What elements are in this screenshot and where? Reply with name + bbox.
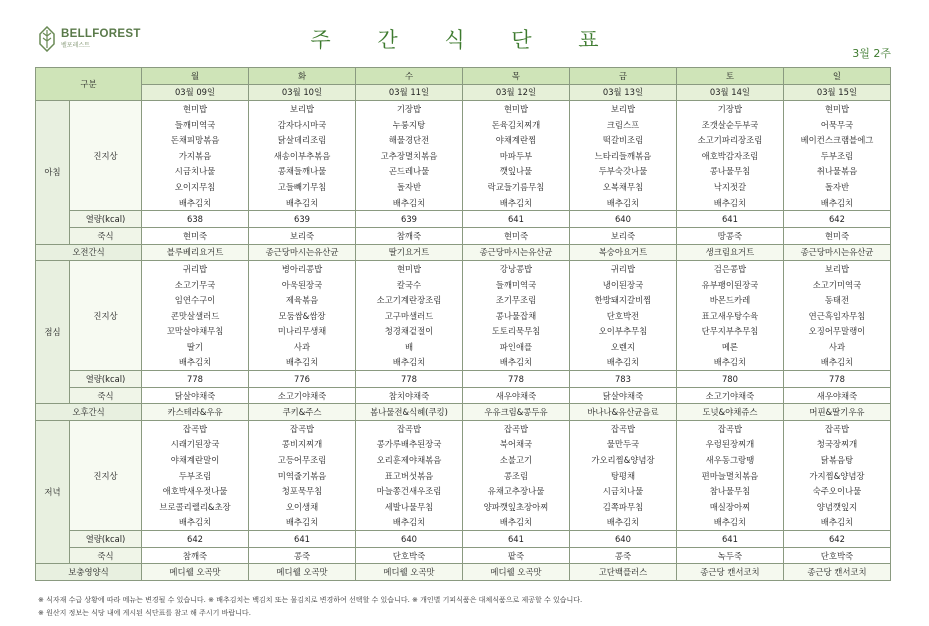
porridge-cell: 보리죽 bbox=[569, 227, 676, 244]
day-header: 화 bbox=[249, 68, 356, 85]
dish-cell: 오리훈제야채볶음 bbox=[356, 452, 463, 468]
table-row bbox=[36, 148, 891, 164]
dish-cell: 유부팽이된장국 bbox=[676, 277, 783, 293]
dish-cell: 야채계란찜 bbox=[462, 132, 569, 148]
week-label: 3월 2주 bbox=[852, 47, 891, 60]
kcal-cell: 780 bbox=[676, 371, 783, 388]
dish-cell: 기장밥 bbox=[676, 101, 783, 117]
date-cell: 03월 14일 bbox=[676, 84, 783, 101]
porridge-cell: 현미죽 bbox=[783, 227, 890, 244]
dish-cell: 청포묵무침 bbox=[249, 483, 356, 499]
dish-cell: 현미밥 bbox=[783, 101, 890, 117]
weekly-menu-table bbox=[35, 67, 891, 581]
kcal-cell: 641 bbox=[462, 211, 569, 228]
porridge-cell: 현미죽 bbox=[462, 227, 569, 244]
dish-cell: 두부숙갓나물 bbox=[569, 164, 676, 180]
dish-cell: 애호박새우젓나물 bbox=[142, 483, 249, 499]
dish-cell: 새송이부추볶음 bbox=[249, 148, 356, 164]
dish-cell: 배추김치 bbox=[462, 195, 569, 211]
header-row bbox=[36, 68, 891, 85]
meal-label: 저녁 bbox=[36, 421, 70, 564]
dish-cell: 귀리밥 bbox=[569, 261, 676, 277]
dish-cell: 시금치나물 bbox=[569, 483, 676, 499]
dish-cell: 베이컨스크램블에그 bbox=[783, 132, 890, 148]
table-row bbox=[36, 437, 891, 453]
dish-cell: 감자다시마국 bbox=[249, 117, 356, 133]
dish-cell: 사과 bbox=[783, 339, 890, 355]
dish-cell: 배추김치 bbox=[142, 515, 249, 531]
table-row bbox=[36, 277, 891, 293]
dish-cell: 시래기된장국 bbox=[142, 437, 249, 453]
dish-cell: 돈육김치찌개 bbox=[462, 117, 569, 133]
dish-cell: 배추김치 bbox=[356, 195, 463, 211]
date-cell: 03월 11일 bbox=[356, 84, 463, 101]
dish-cell: 우렁된장찌개 bbox=[676, 437, 783, 453]
dish-cell: 단호박전 bbox=[569, 308, 676, 324]
porridge-cell: 새우야채죽 bbox=[783, 387, 890, 404]
main-course-label: 진지상 bbox=[70, 261, 142, 371]
dish-cell: 가오리찜&양념장 bbox=[569, 452, 676, 468]
pm-snack-cell: 쿠키&주스 bbox=[249, 404, 356, 421]
table-row bbox=[36, 292, 891, 308]
porridge-cell: 콩죽 bbox=[569, 547, 676, 564]
kcal-row bbox=[36, 371, 891, 388]
dish-cell: 소고기파리장조림 bbox=[676, 132, 783, 148]
dish-cell: 북어채국 bbox=[462, 437, 569, 453]
kcal-row bbox=[36, 211, 891, 228]
table-row bbox=[36, 195, 891, 211]
pm-snack-label: 오후간식 bbox=[36, 404, 142, 421]
dish-cell: 콩나물잡채 bbox=[462, 308, 569, 324]
kcal-cell: 641 bbox=[676, 211, 783, 228]
day-header: 월 bbox=[142, 68, 249, 85]
dish-cell: 한방돼지갈비찜 bbox=[569, 292, 676, 308]
dish-cell: 깻잎나물 bbox=[462, 164, 569, 180]
dish-cell: 야채계란말이 bbox=[142, 452, 249, 468]
day-header: 토 bbox=[676, 68, 783, 85]
porridge-cell: 단호박죽 bbox=[783, 547, 890, 564]
dish-cell: 배 bbox=[356, 339, 463, 355]
dish-cell: 김쪽파무침 bbox=[569, 499, 676, 515]
kcal-cell: 776 bbox=[249, 371, 356, 388]
am-snack-cell: 종근당마시는유산균 bbox=[462, 244, 569, 261]
dish-cell: 콩가루배추된장국 bbox=[356, 437, 463, 453]
dish-cell: 소고기계란장조림 bbox=[356, 292, 463, 308]
am-snack-cell: 종근당마시는유산균 bbox=[249, 244, 356, 261]
dish-cell: 브로콜리렐리&초장 bbox=[142, 499, 249, 515]
supplement-cell: 종근당 캔서코치 bbox=[676, 564, 783, 581]
dish-cell: 마늘쫑건새우조림 bbox=[356, 483, 463, 499]
dish-cell: 보리밥 bbox=[569, 101, 676, 117]
brand-name: BELLFOREST bbox=[61, 28, 141, 41]
dish-cell: 가지찜&양념장 bbox=[783, 468, 890, 484]
dish-cell: 해물경단전 bbox=[356, 132, 463, 148]
porridge-cell: 보리죽 bbox=[249, 227, 356, 244]
dish-cell: 잡곡밥 bbox=[462, 421, 569, 437]
dish-cell: 표고버섯볶음 bbox=[356, 468, 463, 484]
dish-cell: 청국장찌개 bbox=[783, 437, 890, 453]
dish-cell: 소고기미역국 bbox=[783, 277, 890, 293]
table-row bbox=[36, 355, 891, 371]
supplement-label: 보충영양식 bbox=[36, 564, 142, 581]
kcal-cell: 642 bbox=[783, 211, 890, 228]
dish-cell: 조갯살순두부국 bbox=[676, 117, 783, 133]
porridge-cell: 땅콩죽 bbox=[676, 227, 783, 244]
porridge-cell: 참깨죽 bbox=[142, 547, 249, 564]
supplement-cell: 종근당 캔서코치 bbox=[783, 564, 890, 581]
dish-cell: 제육볶음 bbox=[249, 292, 356, 308]
porridge-cell: 소고기야채죽 bbox=[676, 387, 783, 404]
dish-cell: 배추김치 bbox=[249, 515, 356, 531]
dish-cell: 배추김치 bbox=[569, 515, 676, 531]
dish-cell: 낙지젓갈 bbox=[676, 179, 783, 195]
dish-cell: 떡갈비조림 bbox=[569, 132, 676, 148]
dish-cell: 사과 bbox=[249, 339, 356, 355]
dish-cell: 느타리들깨볶음 bbox=[569, 148, 676, 164]
kcal-label: 열량(kcal) bbox=[70, 211, 142, 228]
table-row bbox=[36, 117, 891, 133]
dish-cell: 크림스프 bbox=[569, 117, 676, 133]
dish-cell: 세발나물무침 bbox=[356, 499, 463, 515]
supplement-cell: 메디웰 오곡맛 bbox=[142, 564, 249, 581]
dish-cell: 잡곡밥 bbox=[249, 421, 356, 437]
dish-cell: 탕평채 bbox=[569, 468, 676, 484]
page-title: 주 간 식 단 표 bbox=[310, 28, 619, 52]
meal-label: 점심 bbox=[36, 261, 70, 404]
dish-cell: 돌자반 bbox=[356, 179, 463, 195]
dish-cell: 락교들기름무침 bbox=[462, 179, 569, 195]
table-row bbox=[36, 515, 891, 531]
dish-cell: 배추김치 bbox=[783, 515, 890, 531]
dish-cell: 새우동그랑땡 bbox=[676, 452, 783, 468]
pm-snack-cell: 도넛&야채쥬스 bbox=[676, 404, 783, 421]
dish-cell: 표고새우탕수육 bbox=[676, 308, 783, 324]
dish-cell: 오이지무침 bbox=[142, 179, 249, 195]
dish-cell: 동태전 bbox=[783, 292, 890, 308]
day-header: 수 bbox=[356, 68, 463, 85]
dish-cell: 청경채겉절이 bbox=[356, 324, 463, 340]
table-row bbox=[36, 339, 891, 355]
kcal-row bbox=[36, 531, 891, 548]
kcal-label: 열량(kcal) bbox=[70, 531, 142, 548]
dish-cell: 유채고추장나물 bbox=[462, 483, 569, 499]
pm-snack-cell: 우유크림&콩두유 bbox=[462, 404, 569, 421]
pm-snack-cell: 카스테라&우유 bbox=[142, 404, 249, 421]
kcal-cell: 639 bbox=[356, 211, 463, 228]
porridge-cell: 팥죽 bbox=[462, 547, 569, 564]
dish-cell: 곤드레나물 bbox=[356, 164, 463, 180]
date-row bbox=[36, 84, 891, 101]
dish-cell: 고구마샐러드 bbox=[356, 308, 463, 324]
supplement-cell: 메디웰 오곡맛 bbox=[356, 564, 463, 581]
dish-cell: 물만두국 bbox=[569, 437, 676, 453]
date-cell: 03월 12일 bbox=[462, 84, 569, 101]
dish-cell: 현미밥 bbox=[462, 101, 569, 117]
dish-cell: 매실장아찌 bbox=[676, 499, 783, 515]
footnotes bbox=[38, 594, 582, 620]
dish-cell: 어묵무국 bbox=[783, 117, 890, 133]
dish-cell: 고추장멸치볶음 bbox=[356, 148, 463, 164]
pm-snack-cell: 봄나물전&식혜(쿠킹) bbox=[356, 404, 463, 421]
kcal-cell: 783 bbox=[569, 371, 676, 388]
supplement bbox=[36, 564, 891, 581]
dish-cell: 콩비지찌개 bbox=[249, 437, 356, 453]
main-course-label: 진지상 bbox=[70, 421, 142, 531]
am-snack-cell: 복숭아요거트 bbox=[569, 244, 676, 261]
dish-cell: 돈채피망볶음 bbox=[142, 132, 249, 148]
kcal-cell: 640 bbox=[569, 531, 676, 548]
am-snack-cell: 생크림요거트 bbox=[676, 244, 783, 261]
date-cell: 03월 09일 bbox=[142, 84, 249, 101]
porridge-cell: 녹두죽 bbox=[676, 547, 783, 564]
table-row bbox=[36, 179, 891, 195]
dish-cell: 누룽지탕 bbox=[356, 117, 463, 133]
dish-cell: 콩조림 bbox=[462, 468, 569, 484]
dish-cell: 배추김치 bbox=[783, 195, 890, 211]
date-cell: 03월 10일 bbox=[249, 84, 356, 101]
am-snack-label: 오전간식 bbox=[36, 244, 142, 261]
kcal-cell: 778 bbox=[142, 371, 249, 388]
porridge-row bbox=[36, 387, 891, 404]
dish-cell: 임연수구이 bbox=[142, 292, 249, 308]
dish-cell: 배추김치 bbox=[462, 515, 569, 531]
dish-cell: 배추김치 bbox=[676, 195, 783, 211]
kcal-cell: 642 bbox=[783, 531, 890, 548]
dish-cell: 닭살데리조림 bbox=[249, 132, 356, 148]
table-row bbox=[36, 499, 891, 515]
kcal-cell: 638 bbox=[142, 211, 249, 228]
table-row bbox=[36, 324, 891, 340]
kcal-cell: 639 bbox=[249, 211, 356, 228]
dish-cell: 귀리밥 bbox=[142, 261, 249, 277]
dish-cell: 배추김치 bbox=[356, 515, 463, 531]
dish-cell: 마파두부 bbox=[462, 148, 569, 164]
dish-cell: 바몬드카레 bbox=[676, 292, 783, 308]
dish-cell: 미나리무생채 bbox=[249, 324, 356, 340]
table-row bbox=[36, 468, 891, 484]
dish-cell: 병아리콩밥 bbox=[249, 261, 356, 277]
pm-snack bbox=[36, 404, 891, 421]
porridge-label: 죽식 bbox=[70, 547, 142, 564]
porridge-cell: 소고기야채죽 bbox=[249, 387, 356, 404]
table-row bbox=[36, 421, 891, 437]
dish-cell: 잡곡밥 bbox=[356, 421, 463, 437]
dish-cell: 참나물무침 bbox=[676, 483, 783, 499]
dish-cell: 배추김치 bbox=[676, 515, 783, 531]
dish-cell: 아욱된장국 bbox=[249, 277, 356, 293]
dish-cell: 소고기무국 bbox=[142, 277, 249, 293]
kcal-cell: 641 bbox=[249, 531, 356, 548]
supplement-cell: 고단백플러스 bbox=[569, 564, 676, 581]
day-header: 일 bbox=[783, 68, 890, 85]
kcal-cell: 778 bbox=[356, 371, 463, 388]
table-row bbox=[36, 132, 891, 148]
meal-label: 아침 bbox=[36, 101, 70, 244]
dish-cell: 도토리묵무침 bbox=[462, 324, 569, 340]
category-header: 구분 bbox=[36, 68, 142, 101]
porridge-cell: 새우야채죽 bbox=[462, 387, 569, 404]
porridge-cell: 닭살야채죽 bbox=[142, 387, 249, 404]
kcal-cell: 640 bbox=[356, 531, 463, 548]
dish-cell: 들깨미역국 bbox=[462, 277, 569, 293]
dish-cell: 숙주오이나물 bbox=[783, 483, 890, 499]
porridge-label: 죽식 bbox=[70, 387, 142, 404]
am-snack-cell: 블루베리요거트 bbox=[142, 244, 249, 261]
dish-cell: 배추김치 bbox=[249, 195, 356, 211]
dish-cell: 잡곡밥 bbox=[676, 421, 783, 437]
porridge-cell: 참치야채죽 bbox=[356, 387, 463, 404]
dish-cell: 검은콩밥 bbox=[676, 261, 783, 277]
date-cell: 03월 15일 bbox=[783, 84, 890, 101]
kcal-cell: 641 bbox=[462, 531, 569, 548]
footnote-line: ※ 식자재 수급 상황에 따라 메뉴는 변경될 수 있습니다. ※ 배추김치는 백김치 또는 물김치로 변경하여 선택할 수 있습니다. ※ 개인별 기피식품은 대체식품으로 제공할 수 있습니다. bbox=[38, 596, 583, 604]
dish-cell: 미역줄기볶음 bbox=[249, 468, 356, 484]
dish-cell: 메론 bbox=[676, 339, 783, 355]
main-course-label: 진지상 bbox=[70, 101, 142, 211]
dish-cell: 기장밥 bbox=[356, 101, 463, 117]
dish-cell: 편마늘멸치볶음 bbox=[676, 468, 783, 484]
dish-cell: 잡곡밥 bbox=[569, 421, 676, 437]
dish-cell: 꼬막살야채무침 bbox=[142, 324, 249, 340]
dish-cell: 배추김치 bbox=[462, 355, 569, 371]
brand-sub: 벨포레스트 bbox=[61, 41, 90, 49]
dish-cell: 배추김치 bbox=[676, 355, 783, 371]
porridge-cell: 단호박죽 bbox=[356, 547, 463, 564]
dish-cell: 강낭콩밥 bbox=[462, 261, 569, 277]
kcal-cell: 778 bbox=[783, 371, 890, 388]
dish-cell: 오복채무침 bbox=[569, 179, 676, 195]
dish-cell: 배추김치 bbox=[569, 355, 676, 371]
dish-cell: 보리밥 bbox=[783, 261, 890, 277]
dish-cell: 애호박감자조림 bbox=[676, 148, 783, 164]
table-row bbox=[36, 261, 891, 277]
dish-cell: 냉이된장국 bbox=[569, 277, 676, 293]
dish-cell: 잡곡밥 bbox=[783, 421, 890, 437]
dish-cell: 들깨미역국 bbox=[142, 117, 249, 133]
dish-cell: 오징어무말랭이 bbox=[783, 324, 890, 340]
dish-cell: 배추김치 bbox=[783, 355, 890, 371]
am-snack-cell: 종근당마시는유산균 bbox=[783, 244, 890, 261]
dish-cell: 고등어무조림 bbox=[249, 452, 356, 468]
kcal-cell: 640 bbox=[569, 211, 676, 228]
am-snack-cell: 딸기요거트 bbox=[356, 244, 463, 261]
dish-cell: 양념깻잎지 bbox=[783, 499, 890, 515]
dish-cell: 소불고기 bbox=[462, 452, 569, 468]
dish-cell: 칼국수 bbox=[356, 277, 463, 293]
dish-cell: 오이부추무침 bbox=[569, 324, 676, 340]
dish-cell: 보리밥 bbox=[249, 101, 356, 117]
day-header: 목 bbox=[462, 68, 569, 85]
dish-cell: 취나물볶음 bbox=[783, 164, 890, 180]
dish-cell: 두부조림 bbox=[783, 148, 890, 164]
dish-cell: 딸기 bbox=[142, 339, 249, 355]
table-row bbox=[36, 164, 891, 180]
porridge-row bbox=[36, 227, 891, 244]
dish-cell: 배추김치 bbox=[249, 355, 356, 371]
dish-cell: 연근흑임자무침 bbox=[783, 308, 890, 324]
dish-cell: 시금치나물 bbox=[142, 164, 249, 180]
dish-cell: 콩채들깨나물 bbox=[249, 164, 356, 180]
dish-cell: 콘맛살샐러드 bbox=[142, 308, 249, 324]
table-row bbox=[36, 483, 891, 499]
dish-cell: 오이생채 bbox=[249, 499, 356, 515]
porridge-cell: 닭살야채죽 bbox=[569, 387, 676, 404]
dish-cell: 배추김치 bbox=[142, 195, 249, 211]
dish-cell: 배추김치 bbox=[356, 355, 463, 371]
kcal-cell: 641 bbox=[676, 531, 783, 548]
supplement-cell: 메디웰 오곡맛 bbox=[249, 564, 356, 581]
kcal-cell: 778 bbox=[462, 371, 569, 388]
table-row bbox=[36, 101, 891, 117]
dish-cell: 가지볶음 bbox=[142, 148, 249, 164]
pm-snack-cell: 바나나&유산균음료 bbox=[569, 404, 676, 421]
table-row bbox=[36, 308, 891, 324]
dish-cell: 조기무조림 bbox=[462, 292, 569, 308]
am-snack bbox=[36, 244, 891, 261]
dish-cell: 고들빼기무침 bbox=[249, 179, 356, 195]
porridge-cell: 콩죽 bbox=[249, 547, 356, 564]
dish-cell: 닭볶음탕 bbox=[783, 452, 890, 468]
dish-cell: 콩나물무침 bbox=[676, 164, 783, 180]
supplement-cell: 메디웰 오곡맛 bbox=[462, 564, 569, 581]
dish-cell: 단무지부추무침 bbox=[676, 324, 783, 340]
table-row bbox=[36, 452, 891, 468]
dish-cell: 돌자반 bbox=[783, 179, 890, 195]
porridge-row bbox=[36, 547, 891, 564]
pm-snack-cell: 머핀&딸기우유 bbox=[783, 404, 890, 421]
dish-cell: 배추김치 bbox=[569, 195, 676, 211]
porridge-cell: 참깨죽 bbox=[356, 227, 463, 244]
porridge-label: 죽식 bbox=[70, 227, 142, 244]
dish-cell: 모둠쌈&쌈장 bbox=[249, 308, 356, 324]
dish-cell: 현미밥 bbox=[142, 101, 249, 117]
dish-cell: 배추김치 bbox=[142, 355, 249, 371]
dish-cell: 잡곡밥 bbox=[142, 421, 249, 437]
dish-cell: 두부조림 bbox=[142, 468, 249, 484]
porridge-cell: 현미죽 bbox=[142, 227, 249, 244]
dish-cell: 오렌지 bbox=[569, 339, 676, 355]
kcal-label: 열량(kcal) bbox=[70, 371, 142, 388]
dish-cell: 양파깻잎초장아찌 bbox=[462, 499, 569, 515]
date-cell: 03월 13일 bbox=[569, 84, 676, 101]
dish-cell: 파인애플 bbox=[462, 339, 569, 355]
dish-cell: 현미밥 bbox=[356, 261, 463, 277]
kcal-cell: 642 bbox=[142, 531, 249, 548]
footnote-line: ※ 원산지 정보는 식당 내에 게시된 식단표를 참고 해 주시기 바랍니다. bbox=[38, 609, 251, 617]
day-header: 금 bbox=[569, 68, 676, 85]
